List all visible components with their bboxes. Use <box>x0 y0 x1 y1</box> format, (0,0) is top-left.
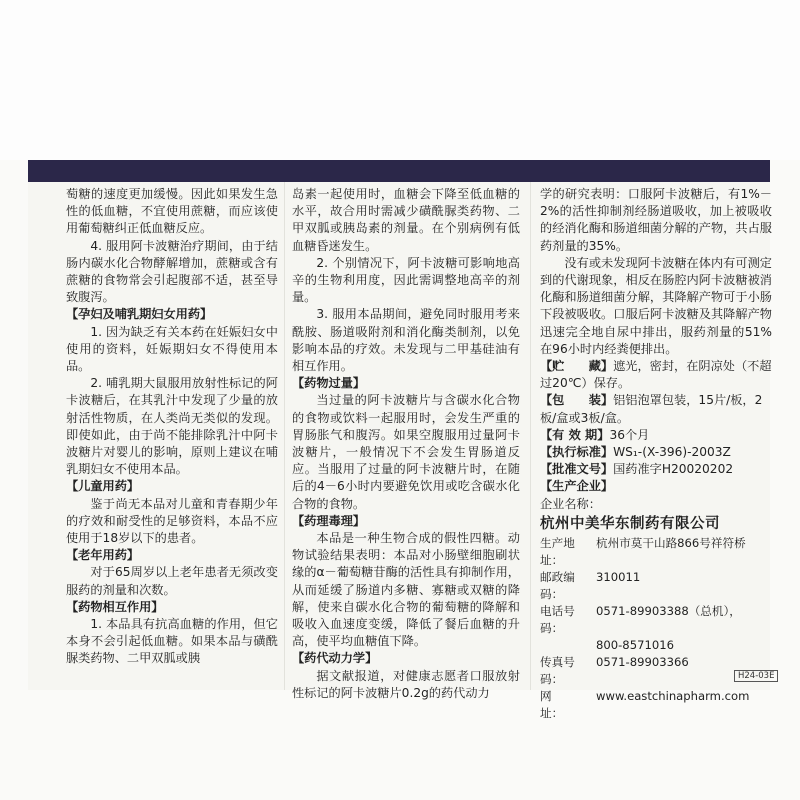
paragraph: 1. 本品具有抗高血糖的作用，但它本身不会引起低血糖。如果本品与磺酰脲类药物、二甲双胍或胰 <box>66 617 278 666</box>
section-heading: 【孕妇及哺乳期妇女用药】 <box>66 307 213 322</box>
print-code: H24-03E <box>734 670 778 682</box>
paragraph: 鉴于尚无本品对儿童和青春期少年的疗效和耐受性的足够资料，本品不应使用于18岁以下的患者。 <box>66 496 278 546</box>
address-value: 杭州市莫干山路866号祥符桥 <box>596 535 746 550</box>
fax-value: 0571-89903366 <box>596 654 689 669</box>
paragraph: 学的研究表明：口服阿卡波糖后，有1%－2%的活性抑制剂经肠道吸收，加上被吸收的经消化酶和肠道细菌分解的产物，共占服药剂量的35%。 <box>540 187 772 253</box>
company-name: 杭州中美华东制药有限公司 <box>540 515 720 532</box>
section-heading: 【药代动力学】 <box>292 651 378 666</box>
approval-entry <box>540 461 772 478</box>
paragraph: 2. 个别情况下，阿卡波糖可影响地高辛的生物利用度，因此需调整地高辛的剂量。 <box>292 255 520 305</box>
phone-value-2: 800-8571016 <box>596 637 674 652</box>
package-entry <box>540 392 772 426</box>
address-row <box>540 535 772 569</box>
package-value: 铝铝泡罩包装，15片/板，2板/盒或3板/盒。 <box>540 393 763 425</box>
postcode-label: 邮政编码： <box>540 569 575 601</box>
storage-value: 遮光，密封，在阴凉处（不超过20℃）保存。 <box>540 359 772 391</box>
web-value: www.eastchinapharm.com <box>596 688 750 703</box>
column-left <box>66 186 278 668</box>
storage-label: 【贮 藏】 <box>540 359 614 374</box>
postcode-row <box>540 569 772 603</box>
web-row <box>540 688 772 722</box>
validity-entry <box>540 427 772 444</box>
manufacturer-heading: 【生产企业】 <box>540 479 614 494</box>
fold-line <box>530 182 531 690</box>
approval-value: 国药准字H20020202 <box>613 462 734 477</box>
header-band <box>28 160 770 182</box>
section-heading: 【药理毒理】 <box>292 513 366 528</box>
postcode-value: 310011 <box>596 569 641 584</box>
address-label: 生产地址： <box>540 535 575 567</box>
paragraph: 4. 服用阿卡波糖治疗期间，由于结肠内碳水化合物酵解增加，蔗糖或含有蔗糖的食物常会引起腹部不适，甚至导致腹泻。 <box>66 238 278 305</box>
paragraph: 3. 服用本品期间，避免同时服用考来酰胺、肠道吸附剂和消化酶类制剂，以免影响本品的疗效。未发现与二甲基硅油有相互作用。 <box>292 307 520 374</box>
package-label: 【包 装】 <box>540 393 614 408</box>
section-heading: 【药物过量】 <box>292 376 366 391</box>
column-middle <box>292 186 520 702</box>
top-background <box>0 0 800 160</box>
standard-entry <box>540 444 772 461</box>
paragraph: 当过量的阿卡波糖片与含碳水化合物的食物或饮料一起服用时，会发生严重的胃肠胀气和腹泻。如果空腹服用过量阿卡波糖片，一般情况下不会发生胃肠道反应。当服用了过量的阿卡波糖片时，在随后的4－6小时内要避免饮用或吃含碳水化合物的食物。 <box>292 393 520 511</box>
approval-label: 【批准文号】 <box>540 462 614 477</box>
section-heading: 【药物相互作用】 <box>66 599 164 614</box>
column-right <box>540 186 772 722</box>
storage-entry <box>540 358 772 392</box>
phone-row <box>540 603 772 637</box>
paragraph: 2. 哺乳期大鼠服用放射性标记的阿卡波糖后，在其乳汁中发现了少量的放射活性物质，在人类尚无类似的发现。即使如此，由于尚不能排除乳汁中阿卡波糖片对婴儿的影响，原则上建议在哺乳期妇女不使用本品。 <box>66 376 278 477</box>
standard-label: 【执行标准】 <box>540 445 614 460</box>
paragraph: 本品是一种生物合成的假性四糖。动物试验结果表明：本品对小肠壁细胞刷状缘的α－葡萄糖苷酶的活性具有抑制作用，从而延缓了肠道内多糖、寡糖或双糖的降解，使来自碳水化合物的葡萄糖的降解和吸收入血速度变缓，降低了餐后血糖的升高，使平均血糖值下降。 <box>292 531 520 649</box>
paragraph: 对于65周岁以上老年患者无须改变服药的剂量和次数。 <box>66 565 278 597</box>
paragraph: 岛素一起使用时，血糖会下降至低血糖的水平，故合用时需减少磺酰脲类药物、二甲双胍或胰岛素的剂量。在个别病例有低血糖昏迷发生。 <box>292 187 520 253</box>
standard-value: WS₁-(X-396)-2003Z <box>613 445 731 460</box>
fold-line <box>284 182 285 690</box>
company-name-label: 企业名称： <box>540 496 601 511</box>
paragraph: 据文献报道，对健康志愿者口服放射性标记的阿卡波糖片0.2g的药代动力 <box>292 668 520 700</box>
validity-label: 【有 效 期】 <box>540 427 610 442</box>
paragraph: 1. 因为缺乏有关本药在妊娠妇女中使用的资料，妊娠期妇女不得使用本品。 <box>66 324 278 374</box>
phone-value: 0571-89903388（总机）， <box>596 603 741 618</box>
section-heading: 【老年用药】 <box>66 548 140 563</box>
web-label: 网 址： <box>540 688 575 720</box>
paragraph: 没有或未发现阿卡波糖在体内有可测定到的代谢现象，相反在肠腔内阿卡波糖被消化酶和肠道细菌分解，其降解产物可于小肠下段被吸收。口服后阿卡波糖及其降解产物迅速完全地自尿中排出，服药剂量的51%在96小时内经粪便排出。 <box>540 255 772 356</box>
phone-row-2 <box>540 637 772 654</box>
phone-label: 电话号码： <box>540 603 575 635</box>
section-heading: 【儿童用药】 <box>66 479 140 494</box>
paragraph: 萄糖的速度更加缓慢。因此如果发生急性的低血糖，不宜使用蔗糖，而应该使用葡萄糖纠正低血糖反应。 <box>66 187 278 236</box>
validity-value: 36个月 <box>609 427 650 442</box>
fax-label: 传真号码： <box>540 654 575 686</box>
